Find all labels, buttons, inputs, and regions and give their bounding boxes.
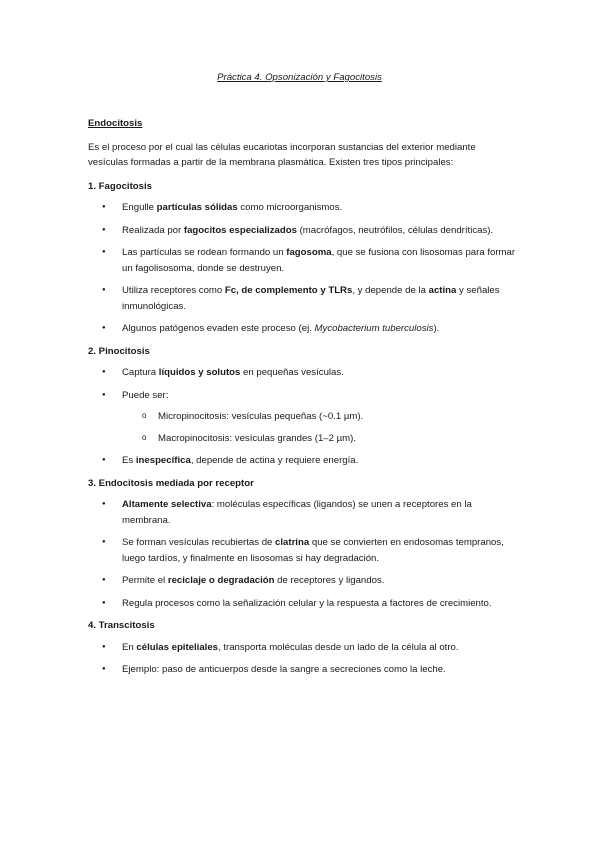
sublist-pinocitosis — [122, 409, 518, 446]
list-item: ● Ejemplo: paso de anticuerpos desde la sangre a secreciones como la leche. — [88, 662, 518, 678]
list-pinocitosis — [88, 365, 518, 469]
list-fagocitosis — [88, 200, 518, 337]
list-item: ● Algunos patógenos evaden este proceso (ej. Mycobacterium tuberculosis). — [88, 321, 518, 337]
list-item: ● Utiliza receptores como Fc, de complemento y TLRs, y depende de la actina y señales inmunológicas. — [88, 283, 518, 314]
list-item: ● Captura líquidos y solutos en pequeñas vesículas. — [88, 365, 518, 381]
section-title: Endocitosis — [88, 118, 143, 129]
list-item: ● En células epiteliales, transporta moléculas desde un lado de la célula al otro. — [88, 640, 518, 656]
heading-receptor: 3. Endocitosis mediada por receptor — [88, 477, 254, 489]
document-body — [88, 116, 518, 685]
intro-paragraph: Es el proceso por el cual las células eucariotas incorporan sustancias del exterior mediante vesículas formadas a partir de la membrana plasmática. Existen tres tipos principales: — [88, 141, 476, 168]
list-receptor — [88, 497, 518, 611]
list-item: ● Regula procesos como la señalización celular y la respuesta a factores de crecimiento. — [88, 596, 518, 612]
heading-pinocitosis: 2. Pinocitosis — [88, 345, 150, 357]
heading-transcitosis: 4. Transcitosis — [88, 620, 155, 631]
list-item: ● Puede ser: o Micropinocitosis: vesículas pequeñas (~0.1 µm). o Macropinocitosis: vesículas grandes (1–2 µm). — [88, 388, 518, 447]
heading-fagocitosis: 1. Fagocitosis — [88, 180, 152, 192]
list-transcitosis — [88, 640, 518, 678]
list-item: ● Se forman vesículas recubiertas de clatrina que se convierten en endosomas tempranos, luego tardíos, y finalmente en lisosomas si hay degradación. — [88, 535, 518, 566]
sublist-item: o Macropinocitosis: vesículas grandes (1–2 µm). — [122, 431, 518, 447]
list-item: ● Las partículas se rodean formando un fagosoma, que se fusiona con lisosomas para formar un fagolisosoma, donde se destruyen. — [88, 245, 518, 276]
list-item: ● Altamente selectiva: moléculas específicas (ligandos) se unen a receptores en la membrana. — [88, 497, 518, 528]
list-item: ● Permite el reciclaje o degradación de receptores y ligandos. — [88, 573, 518, 589]
page-title: Práctica 4. Opsonización y Fagocitosis — [217, 72, 382, 83]
list-item: ● Es inespecífica, depende de actina y requiere energía. — [88, 453, 518, 469]
sublist-item: o Micropinocitosis: vesículas pequeñas (~0.1 µm). — [122, 409, 518, 425]
list-item: ● Realizada por fagocitos especializados (macrófagos, neutrófilos, células dendríticas). — [88, 223, 518, 239]
list-item: ● Engulle partículas sólidas como microorganismos. — [88, 200, 518, 216]
